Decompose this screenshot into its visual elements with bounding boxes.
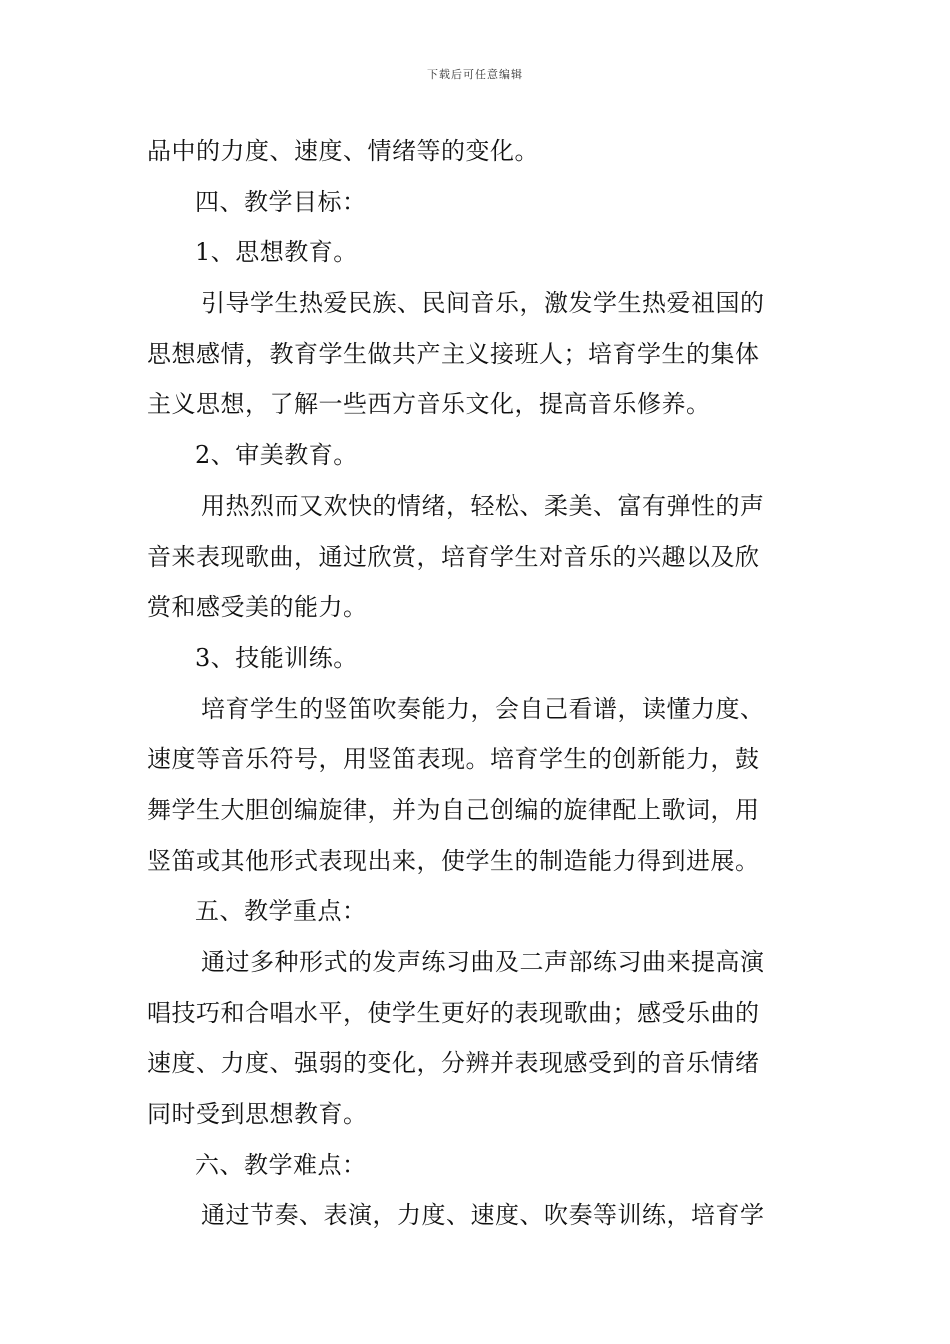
subsection-heading: 3、技能训练。 [195,643,358,672]
paragraph-first-line: 通过节奏、表演，力度、速度、吹奏等训练，培育学 [201,1201,765,1230]
text-line: 唱技巧和合唱水平，使学生更好的表现歌曲；感受乐曲的 [147,998,760,1027]
text-line: 音来表现歌曲，通过欣赏，培育学生对音乐的兴趣以及欣 [147,542,760,571]
text-line: 速度等音乐符号，用竖笛表现。培育学生的创新能力，鼓 [147,745,760,774]
text-line: 思想感情，教育学生做共产主义接班人；培育学生的集体 [147,339,760,368]
text-line: 舞学生大胆创编旋律，并为自己创编的旋律配上歌词，用 [147,795,760,824]
paragraph-first-line: 用热烈而又欢快的情绪，轻松、柔美、富有弹性的声 [201,491,765,520]
text-line: 品中的力度、速度、情绪等的变化。 [147,137,539,165]
text-line: 速度、力度、强弱的变化，分辨并表现感受到的音乐情绪 [147,1049,760,1078]
text-line: 竖笛或其他形式表现出来，使学生的制造能力得到进展。 [147,846,760,875]
section-heading: 四、教学目标： [195,187,367,216]
paragraph-first-line: 通过多种形式的发声练习曲及二声部练习曲来提高演 [201,948,765,976]
subsection-heading: 2、审美教育。 [195,441,358,470]
text-line: 赏和感受美的能力。 [147,593,368,622]
page-header-note: 下载后可任意编辑 [427,68,523,81]
paragraph-first-line: 培育学生的竖笛吹奏能力，会自己看谱，读懂力度、 [201,694,765,723]
text-line: 同时受到思想教育。 [147,1100,368,1129]
subsection-heading: 1、思想教育。 [195,238,358,267]
section-heading: 五、教学重点： [195,897,367,926]
section-heading: 六、教学难点： [195,1150,367,1179]
document-body [147,126,811,1241]
text-line: 主义思想，了解一些西方音乐文化，提高音乐修养。 [147,390,711,419]
paragraph-first-line: 引导学生热爱民族、民间音乐，激发学生热爱祖国的 [201,289,765,318]
